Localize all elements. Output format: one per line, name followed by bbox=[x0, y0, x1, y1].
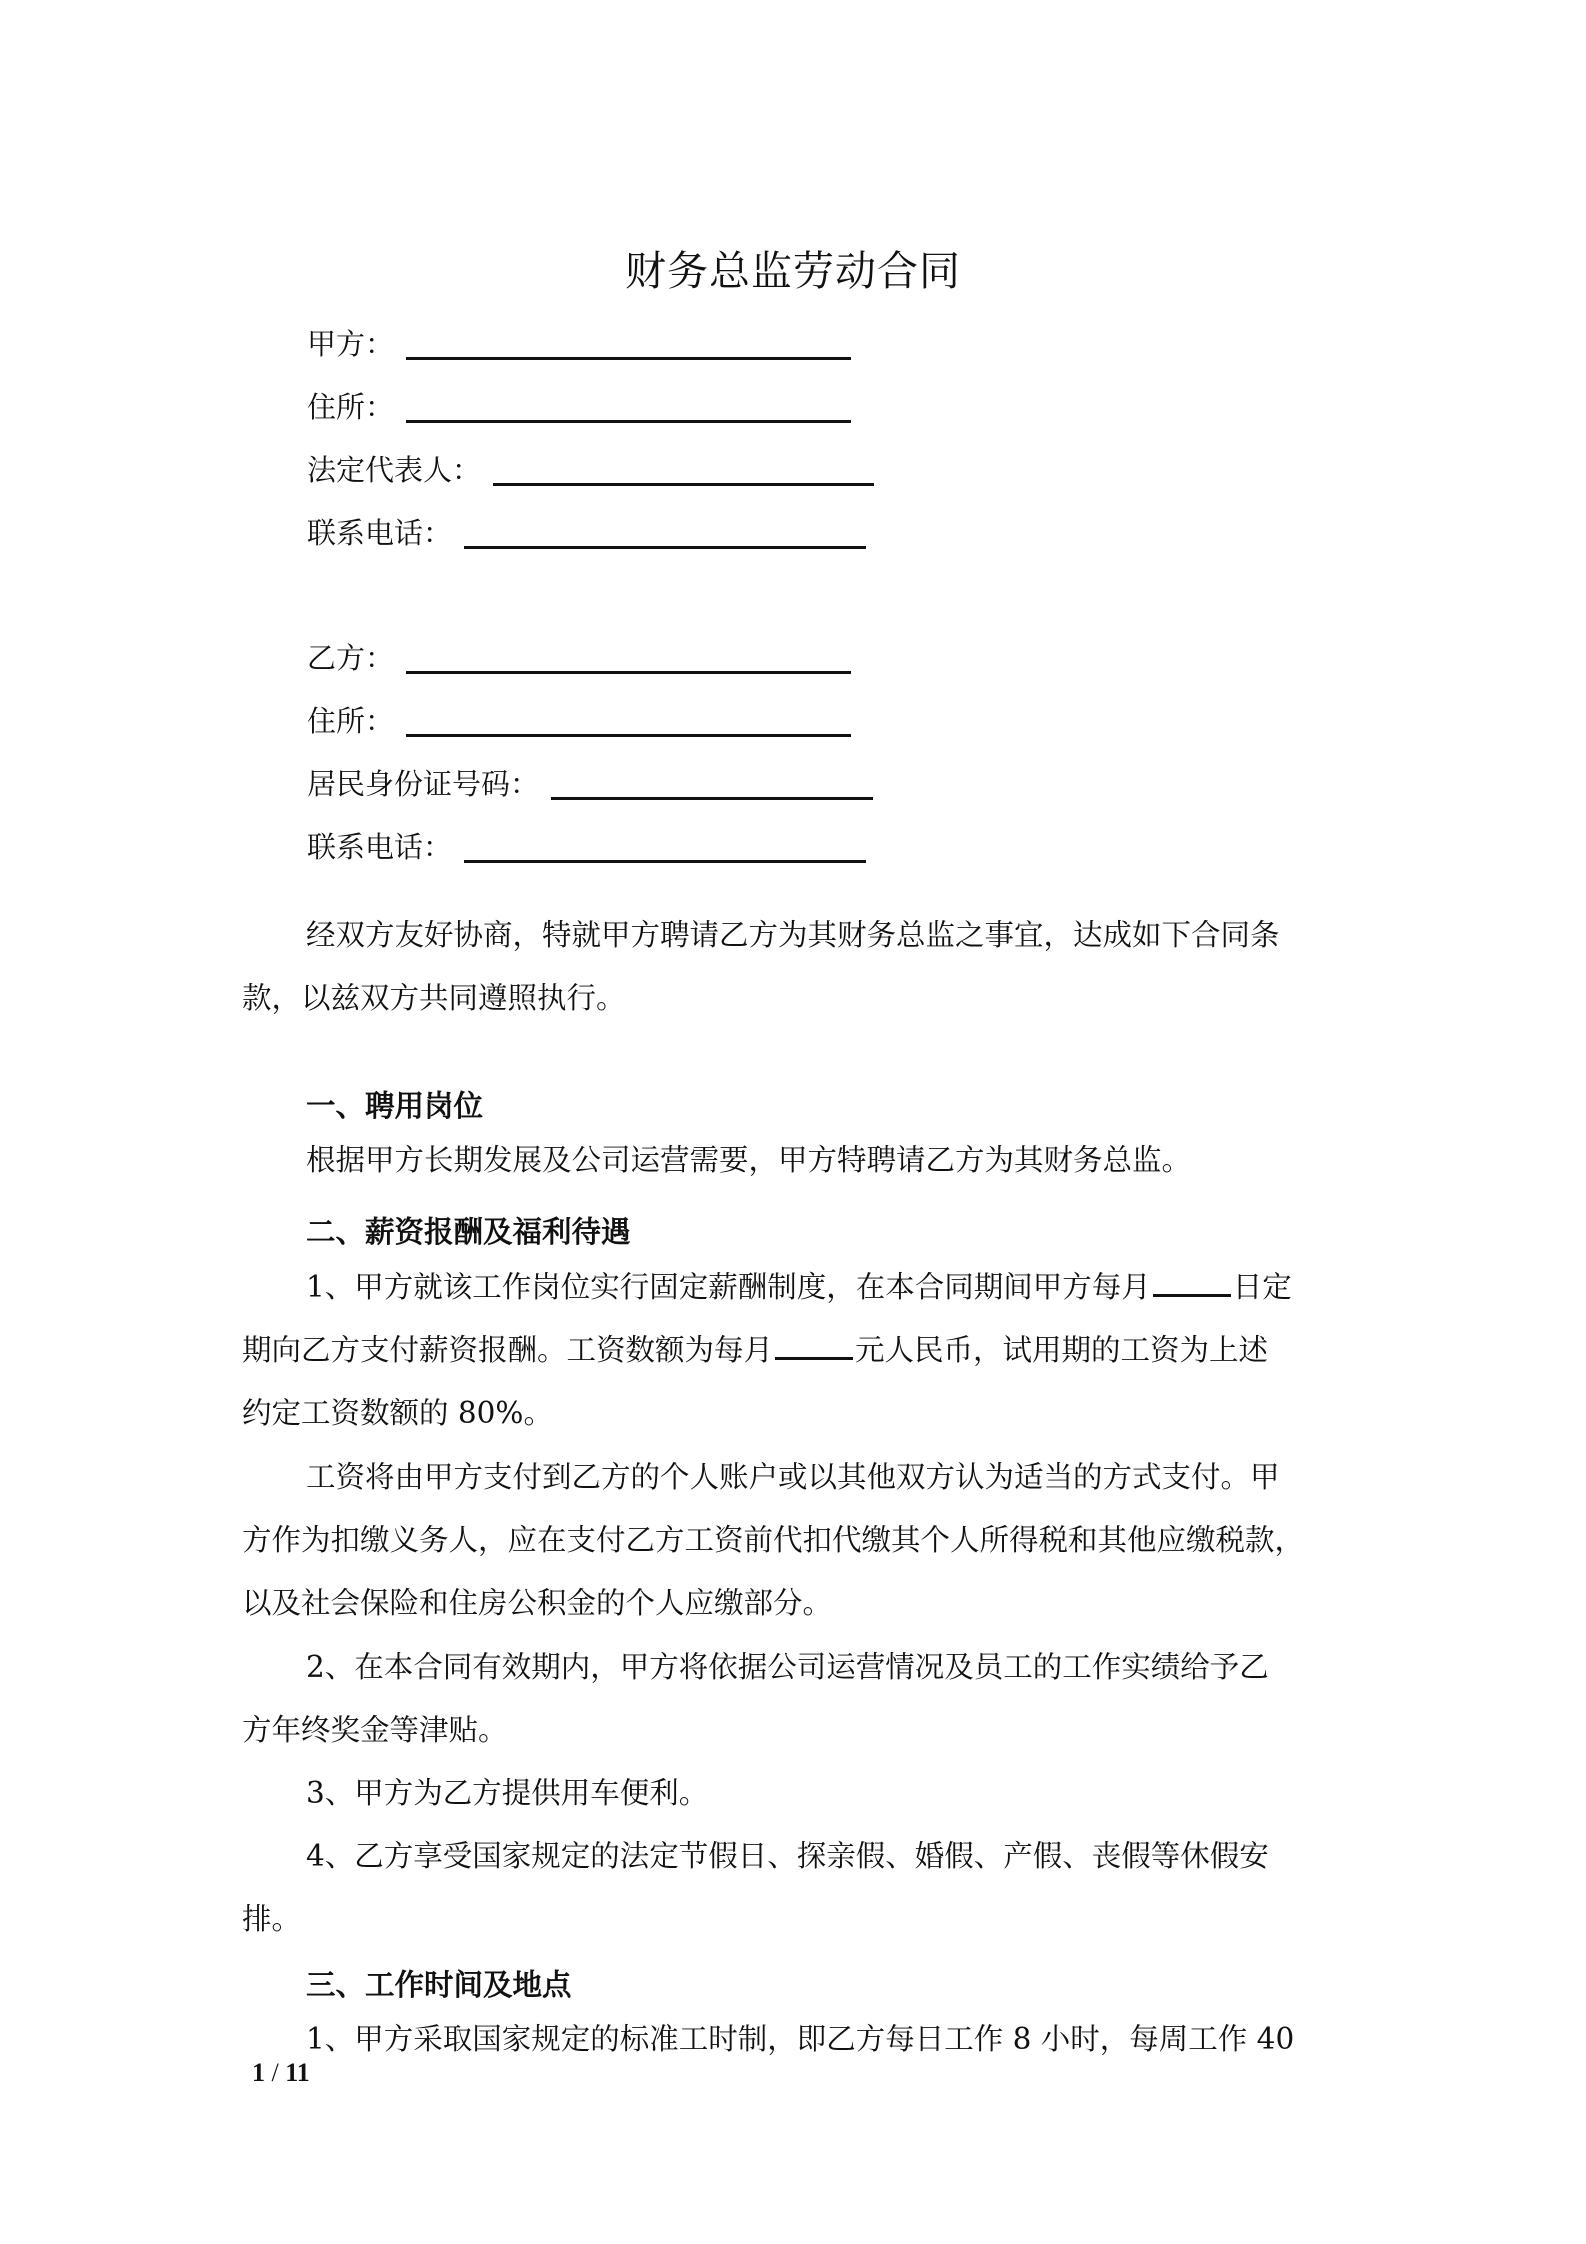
section-heading: 二、薪资报酬及福利待遇 bbox=[306, 1214, 631, 1249]
field-label: 法定代表人： bbox=[307, 453, 482, 487]
party-b-address-field bbox=[307, 697, 851, 741]
blank-line[interactable] bbox=[464, 860, 866, 863]
clause-bonus bbox=[242, 1636, 1352, 1762]
clause-text: 4、乙方享受国家规定的法定节假日、探亲假、婚假、产假、丧假等休假安 bbox=[306, 1839, 1269, 1873]
blank-line[interactable] bbox=[406, 671, 851, 674]
party-b-id-number-field bbox=[307, 760, 873, 804]
clause-text: 1、甲方就该工作岗位实行固定薪酬制度，在本合同期间甲方每月 bbox=[306, 1270, 1151, 1304]
blank-line[interactable] bbox=[464, 546, 866, 549]
clause-text: 2、在本合同有效期内，甲方将依据公司运营情况及员工的工作实绩给予乙 bbox=[306, 1650, 1269, 1684]
document-title: 财务总监劳动合同 bbox=[625, 247, 961, 295]
preamble-line: 款，以兹双方共同遵照执行。 bbox=[242, 981, 626, 1015]
clause-text: 以及社会保险和住房公积金的个人应缴部分。 bbox=[242, 1586, 833, 1620]
clause-text: 期向乙方支付薪资报酬。工资数额为每月 bbox=[242, 1333, 774, 1367]
blank-line[interactable] bbox=[406, 734, 851, 737]
field-label: 居民身份证号码： bbox=[307, 767, 540, 801]
clause-text: 工资将由甲方支付到乙方的个人账户或以其他双方认为适当的方式支付。甲 bbox=[306, 1460, 1280, 1494]
pay-day-blank[interactable] bbox=[1153, 1270, 1231, 1297]
preamble-paragraph bbox=[242, 904, 1352, 1030]
clause-working-hours bbox=[242, 2008, 1352, 2071]
monthly-salary-blank[interactable] bbox=[775, 1333, 853, 1360]
clause-text: 元人民币，试用期的工资为上述 bbox=[855, 1333, 1269, 1367]
field-label: 乙方： bbox=[307, 641, 395, 675]
field-label: 联系电话： bbox=[307, 830, 453, 864]
blank-line[interactable] bbox=[551, 797, 873, 800]
page-separator: / bbox=[265, 2058, 286, 2087]
body-text: 根据甲方长期发展及公司运营需要，甲方特聘请乙方为其财务总监。 bbox=[306, 1143, 1192, 1177]
blank-line[interactable] bbox=[493, 483, 874, 486]
clause-text: 日定 bbox=[1232, 1270, 1292, 1304]
section-heading: 三、工作时间及地点 bbox=[306, 1967, 572, 2002]
clause-text: 1、甲方采取国家规定的标准工时制，即乙方每日工作 8 小时，每周工作 40 bbox=[306, 2022, 1295, 2056]
clause-text: 约定工资数额的 80%。 bbox=[242, 1396, 553, 1430]
page-number bbox=[252, 2058, 310, 2088]
party-a-address-field bbox=[307, 383, 851, 427]
current-page: 1 bbox=[252, 2058, 265, 2087]
clause-salary bbox=[242, 1256, 1352, 1445]
field-label: 住所： bbox=[307, 390, 395, 424]
field-label: 甲方： bbox=[307, 327, 395, 361]
total-pages: 11 bbox=[285, 2058, 310, 2087]
party-a-phone-field bbox=[307, 509, 866, 553]
clause-vehicle bbox=[242, 1762, 1352, 1825]
preamble-line: 经双方友好协商，特就甲方聘请乙方为其财务总监之事宜，达成如下合同条 bbox=[306, 918, 1280, 952]
blank-line[interactable] bbox=[406, 420, 851, 423]
section-heading: 一、聘用岗位 bbox=[306, 1088, 484, 1123]
party-b-name-field bbox=[307, 634, 851, 678]
clause-text: 方作为扣缴义务人，应在支付乙方工资前代扣代缴其个人所得税和其他应缴税款， bbox=[242, 1523, 1305, 1557]
clause-text: 3、甲方为乙方提供用车便利。 bbox=[306, 1776, 709, 1810]
party-a-name-field bbox=[307, 320, 851, 364]
clause-payment-method bbox=[242, 1446, 1352, 1635]
party-a-legal-rep-field bbox=[307, 446, 874, 490]
field-label: 住所： bbox=[307, 704, 395, 738]
party-b-phone-field bbox=[307, 823, 866, 867]
blank-line[interactable] bbox=[406, 357, 851, 360]
clause-text: 排。 bbox=[242, 1902, 302, 1936]
section-body bbox=[306, 1129, 1416, 1192]
field-label: 联系电话： bbox=[307, 516, 453, 550]
clause-text: 方年终奖金等津贴。 bbox=[242, 1713, 508, 1747]
clause-holidays bbox=[242, 1825, 1352, 1951]
